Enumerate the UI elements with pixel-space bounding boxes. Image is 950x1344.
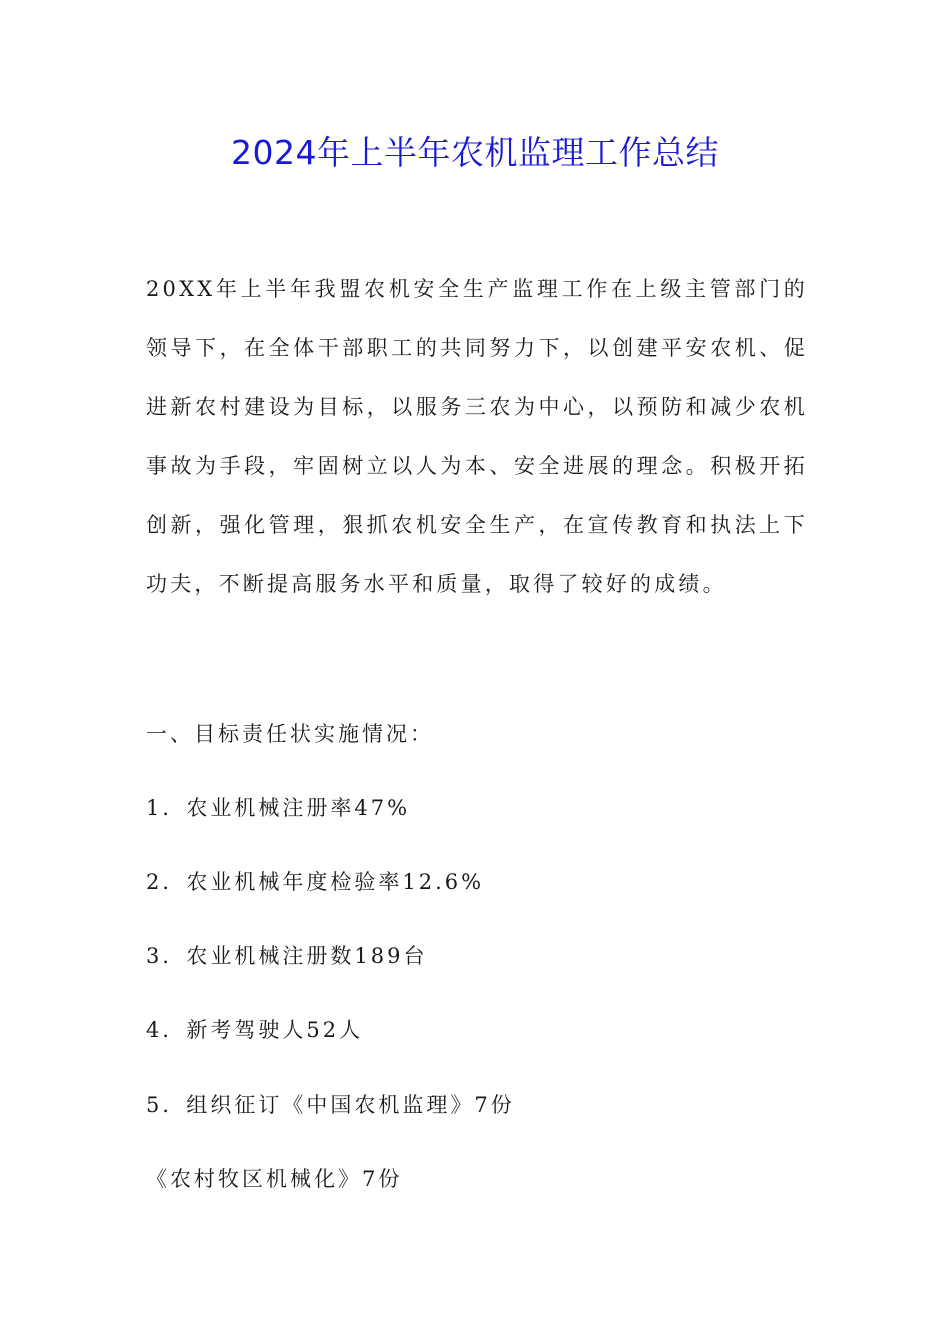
list-item: 3．农业机械注册数189台 bbox=[146, 944, 428, 968]
list-item: 1．农业机械注册率47% bbox=[146, 796, 411, 820]
intro-paragraph: 20XX年上半年我盟农机安全生产监理工作在上级主管部门的领导下，在全体干部职工的共同努力下，以创建平安农机、促进新农村建设为目标，以服务三农为中心，以预防和减少农机事故为手段，牢固树立以人为本、安全进展的理念。积极开拓创新，强化管理，狠抓农机安全生产，在宣传教育和执法上下功夫，不断提高服务水平和质量，取得了较好的成绩。 bbox=[146, 277, 808, 596]
list-item: 2．农业机械年度检验率12.6% bbox=[146, 870, 485, 894]
list-item-continuation: 《农村牧区机械化》7份 bbox=[146, 1167, 403, 1191]
list-item: 4．新考驾驶人52人 bbox=[146, 1018, 364, 1042]
list-item: 5．组织征订《中国农机监理》7份 bbox=[146, 1093, 515, 1117]
document-title: 2024年上半年农机监理工作总结 bbox=[231, 133, 719, 172]
section-heading: 一、目标责任状实施情况： bbox=[146, 722, 434, 746]
